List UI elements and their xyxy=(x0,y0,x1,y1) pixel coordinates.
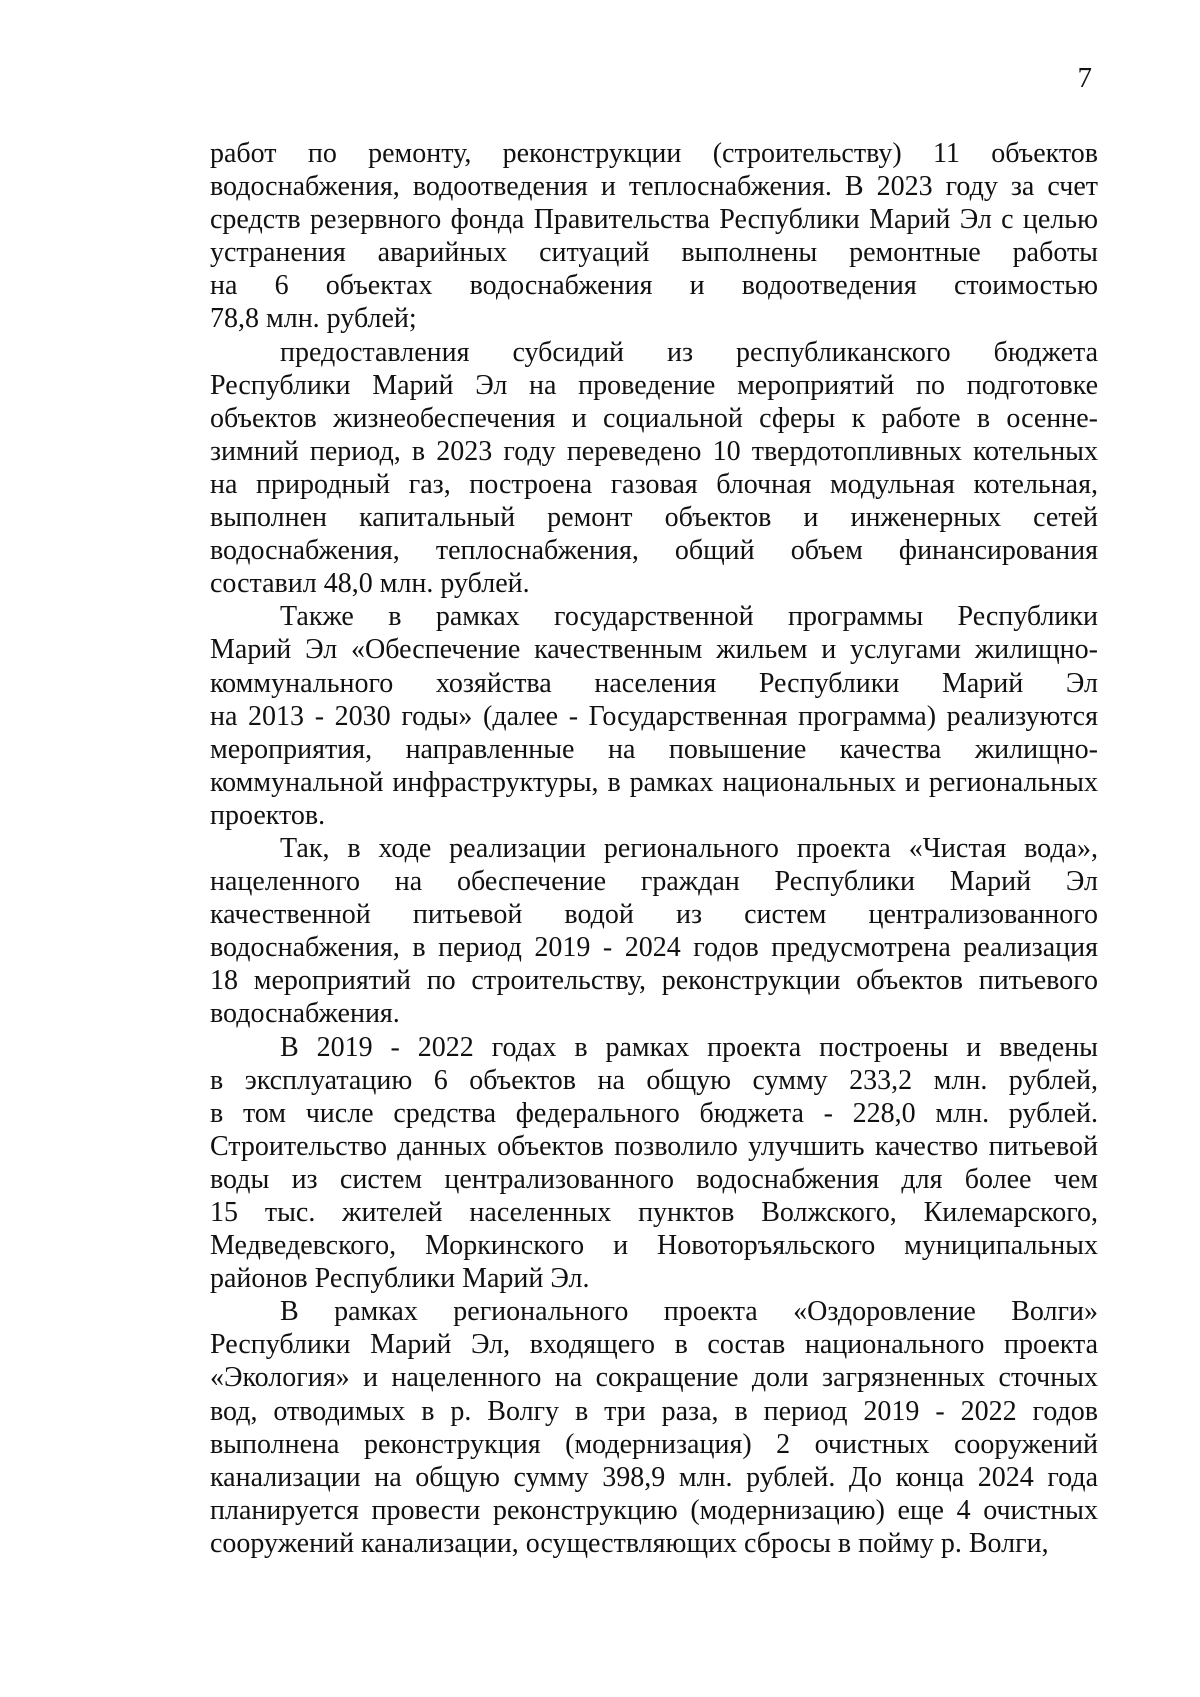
text-line: мероприятия, направленные на повышение качества жилищно- xyxy=(210,733,1098,765)
text-line: планируется провести реконструкцию (модернизацию) еще 4 очистных xyxy=(210,1494,1098,1526)
text-line: В 2019 - 2022 годах в рамках проекта построены и введены xyxy=(280,1031,1098,1063)
paragraph xyxy=(210,832,1098,1031)
text-line: на природный газ, построена газовая блочная модульная котельная, xyxy=(210,468,1098,500)
page-number: 7 xyxy=(1077,62,1092,94)
text-line: сооружений канализации, осуществляющих сбросы в пойму р. Волги, xyxy=(210,1527,1049,1559)
text-line: коммунальной инфраструктуры, в рамках национальных и региональных xyxy=(210,766,1098,798)
text-line: 15 тыс. жителей населенных пунктов Волжского, Килемарского, xyxy=(210,1197,1098,1228)
text-line: объектов жизнеобеспечения и социальной сферы к работе в осенне- xyxy=(210,402,1098,434)
paragraph xyxy=(210,137,1098,336)
text-line: проектов. xyxy=(210,799,326,831)
text-line: в эксплуатацию 6 объектов на общую сумму 233,2 млн. рублей, xyxy=(210,1064,1098,1096)
text-line: предоставления субсидий из республиканского бюджета xyxy=(280,336,1098,368)
text-line: выполнен капитальный ремонт объектов и инженерных сетей xyxy=(210,502,1098,534)
text-line: В рамках регионального проекта «Оздоровление Волги» xyxy=(280,1296,1098,1328)
text-line: 78,8 млн. рублей; xyxy=(210,303,417,335)
text-line: Так, в ходе реализации регионального проекта «Чистая вода», xyxy=(280,832,1098,864)
text-line: на 6 объектах водоснабжения и водоотведения стоимостью xyxy=(210,270,1098,302)
paragraph xyxy=(210,600,1098,832)
text-line: вод, отводимых в р. Волгу в три раза, в период 2019 - 2022 годов xyxy=(210,1395,1098,1427)
paragraph xyxy=(210,1031,1098,1296)
text-line: зимний период, в 2023 году переведено 10 твердотопливных котельных xyxy=(210,435,1098,467)
text-line: нацеленного на обеспечение граждан Республики Марий Эл xyxy=(210,866,1098,898)
text-line: «Экология» и нацеленного на сокращение доли загрязненных сточных xyxy=(210,1362,1098,1394)
text-line: работ по ремонту, реконструкции (строительству) 11 объектов xyxy=(210,138,1098,169)
text-line: водоснабжения. xyxy=(210,998,400,1030)
text-line: 18 мероприятий по строительству, реконструкции объектов питьевого xyxy=(210,965,1098,997)
text-line: Также в рамках государственной программы Республики xyxy=(280,601,1098,633)
text-line: устранения аварийных ситуаций выполнены ремонтные работы xyxy=(210,237,1098,269)
text-line: районов Республики Марий Эл. xyxy=(210,1263,590,1295)
text-line: канализации на общую сумму 398,9 млн. рублей. До конца 2024 года xyxy=(210,1461,1098,1493)
paragraph xyxy=(210,336,1098,601)
text-line: в том числе средства федерального бюджета - 228,0 млн. рублей. xyxy=(210,1097,1098,1129)
text-line: Республики Марий Эл, входящего в состав национального проекта xyxy=(210,1329,1098,1361)
text-line: на 2013 - 2030 годы» (далее - Государственная программа) реализуются xyxy=(210,700,1098,732)
paragraph xyxy=(210,1295,1098,1560)
text-line: составил 48,0 млн. рублей. xyxy=(210,568,530,600)
text-line: средств резервного фонда Правительства Республики Марий Эл с целью xyxy=(210,204,1098,236)
text-line: водоснабжения, теплоснабжения, общий объем финансирования xyxy=(210,535,1098,567)
text-line: водоснабжения, водоотведения и теплоснабжения. В 2023 году за счет xyxy=(210,171,1098,203)
text-line: воды из систем централизованного водоснабжения для более чем xyxy=(210,1163,1098,1195)
text-line: выполнена реконструкция (модернизация) 2 очистных сооружений xyxy=(210,1428,1098,1460)
document-body xyxy=(210,137,1098,1560)
text-line: Марий Эл «Обеспечение качественным жильем и услугами жилищно- xyxy=(210,634,1098,666)
text-line: качественной питьевой водой из систем централизованного xyxy=(210,899,1098,931)
text-line: коммунального хозяйства населения Республики Марий Эл xyxy=(210,667,1098,699)
text-line: Строительство данных объектов позволило улучшить качество питьевой xyxy=(210,1130,1098,1162)
text-line: Республики Марий Эл на проведение мероприятий по подготовке xyxy=(210,369,1098,401)
text-line: Медведевского, Моркинского и Новоторъяльского муниципальных xyxy=(210,1230,1098,1262)
text-line: водоснабжения, в период 2019 - 2024 годов предусмотрена реализация xyxy=(210,932,1098,964)
